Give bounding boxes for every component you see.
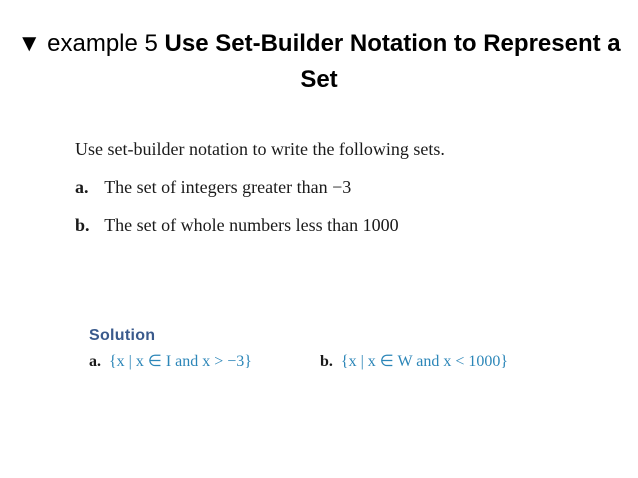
triangle-down-icon: ▼ xyxy=(17,30,42,57)
problem-item-label: a. xyxy=(75,177,89,197)
problem-item-text: The set of integers greater than −3 xyxy=(104,177,352,197)
example-number: example 5 xyxy=(47,30,158,57)
slide-title xyxy=(0,26,638,98)
solution-heading: Solution xyxy=(89,327,156,344)
problem-item-label: b. xyxy=(75,215,90,235)
problem-instruction: Use set-builder notation to write the following sets. xyxy=(75,139,445,159)
answer-label: a. xyxy=(89,353,101,370)
answer-label: b. xyxy=(320,353,333,370)
answer-expression: {x | x ∈ I and x > −3} xyxy=(109,353,252,370)
solution-answer-b xyxy=(320,351,508,373)
problem-item-text: The set of whole numbers less than 1000 xyxy=(104,215,399,235)
problem-item-b xyxy=(75,213,595,237)
problem-item-a xyxy=(75,175,595,199)
example-title: Use Set-Builder Notation to Represent a Set xyxy=(164,30,621,93)
answer-expression: {x | x ∈ W and x < 1000} xyxy=(340,353,509,370)
problem-statement xyxy=(75,137,595,251)
solution-answer-a xyxy=(89,351,252,373)
